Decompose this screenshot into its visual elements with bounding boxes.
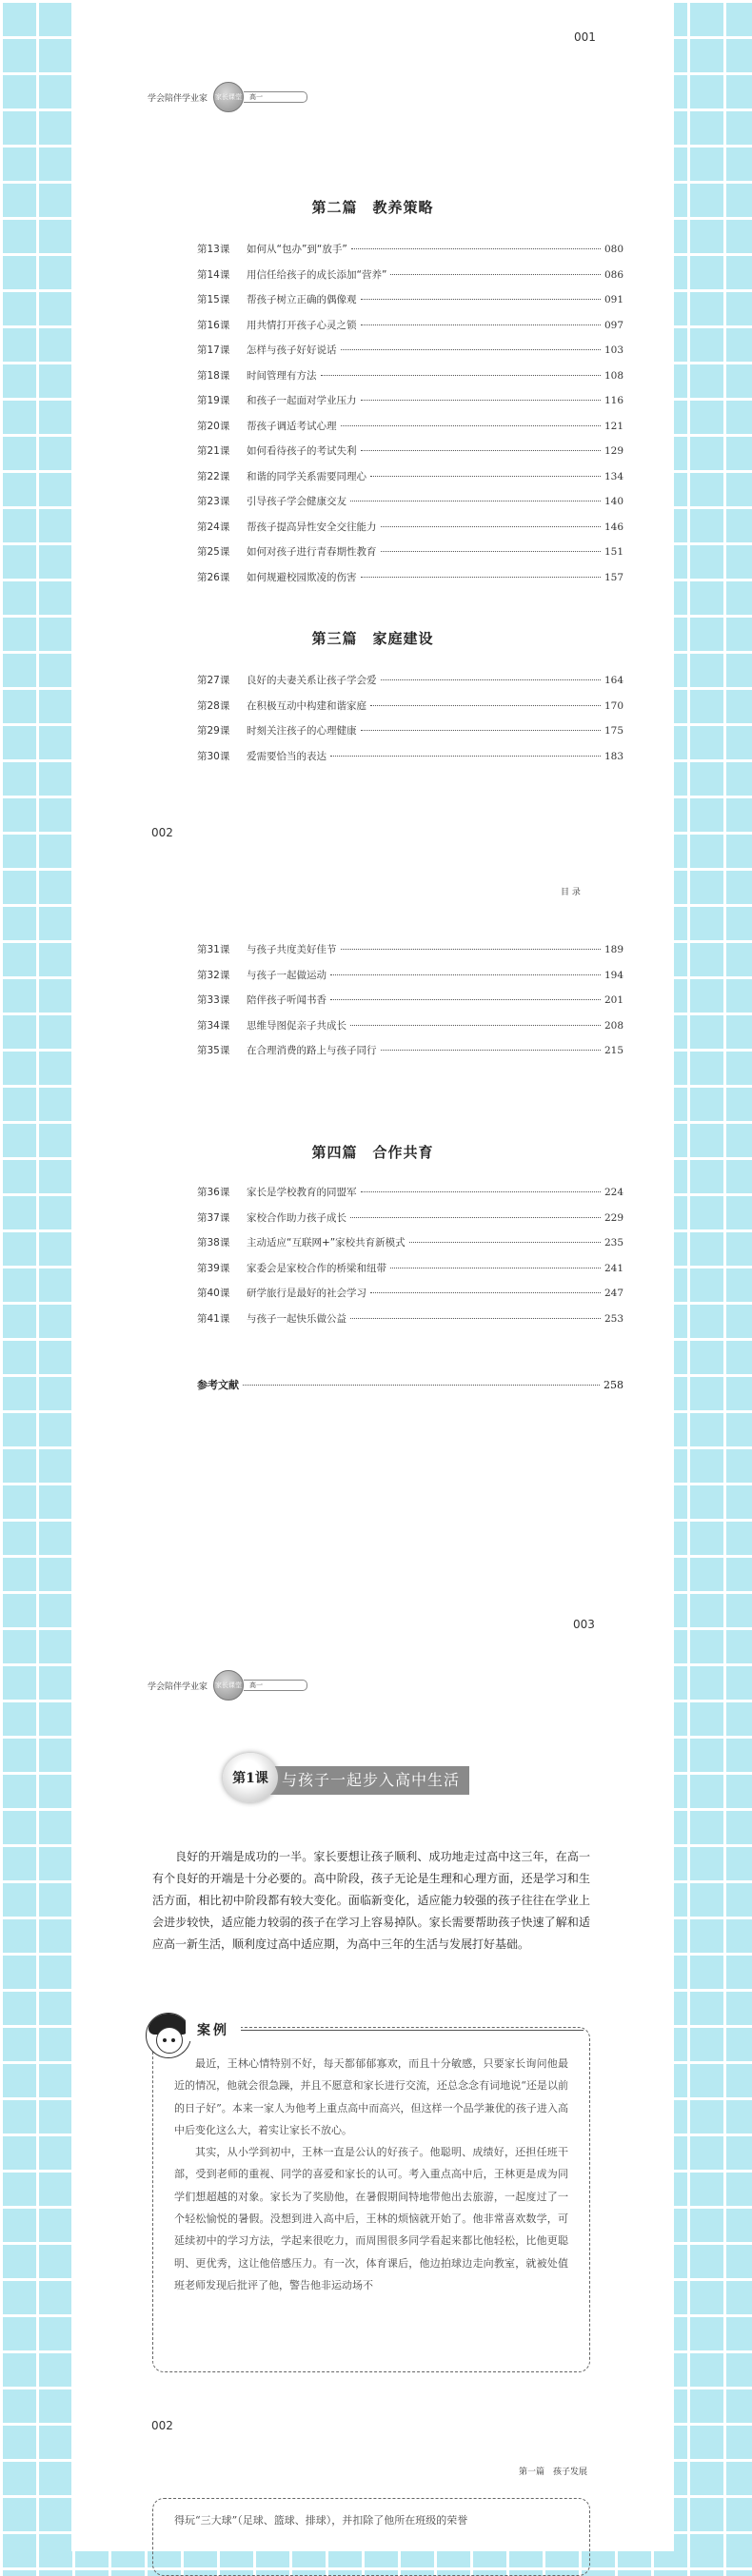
toc-entry[interactable] <box>197 1261 623 1287</box>
toc-leader-dots <box>409 1242 601 1243</box>
header-series-title: 学会陪伴学业家 <box>148 1681 208 1692</box>
toc-entry[interactable] <box>197 443 623 469</box>
toc-lesson-number: 第27课 <box>197 675 230 686</box>
toc-lesson-number: 第24课 <box>197 521 230 533</box>
toc-leader-dots <box>390 274 601 275</box>
page-number: 002 <box>151 2419 173 2432</box>
toc-lesson-number: 第21课 <box>197 445 230 457</box>
toc-entry[interactable] <box>197 520 623 545</box>
toc-lesson-number: 第18课 <box>197 369 230 382</box>
toc-entry[interactable] <box>197 393 623 419</box>
toc-entry[interactable] <box>197 494 623 520</box>
toc-entry[interactable] <box>197 242 623 267</box>
toc-entry[interactable] <box>197 318 623 344</box>
toc-page-number: 253 <box>604 1312 623 1325</box>
case-paragraph: 其实，从小学到初中，王林一直是公认的好孩子。他聪明、成绩好，还担任班干部，受到老师的重视、同学的喜爱和家长的认可。考入重点高中后，王林更是成为同学们想超越的对象。家长为了奖励他，在暑假期间特地带他出去旅游，一起度过了一个轻松愉悦的暑假。没想到进入高中后，王林的烦恼就开始了。他非常喜欢数学，可延续初中的学习方法，学起来很吃力，而周围很多同学看起来都比他轻松，比他更聪明、更优秀，这让他倍感压力。有一次，体育课后，他边拍球边走向教室，就被处值班老师发现后批评了他，警告他非运动场不 <box>174 2146 568 2291</box>
toc-lesson-title: 如何从“包办”到“放手” <box>247 244 347 255</box>
book-pages <box>71 0 674 2551</box>
lesson-title: 与孩子一起步入高中生活 <box>270 1766 469 1795</box>
toc-lesson-number: 第37课 <box>197 1211 230 1224</box>
toc-lesson-title: 引导孩子学会健康交友 <box>247 496 346 507</box>
toc-leader-dots <box>351 248 601 249</box>
toc-lesson-title: 和谐的同学关系需要同理心 <box>247 470 366 482</box>
page-number: 001 <box>574 30 596 44</box>
toc-page-number: 208 <box>604 1019 623 1032</box>
toc-lesson-title: 时间管理有方法 <box>247 369 317 382</box>
case-text <box>174 2053 568 2296</box>
header-grade: 高一 <box>244 91 307 103</box>
toc-leader-dots <box>330 974 601 975</box>
toc-lesson-title: 怎样与孩子好好说话 <box>247 344 337 356</box>
toc-lesson-number: 第38课 <box>197 1237 230 1249</box>
lesson-banner <box>156 1749 518 1806</box>
header-grade: 高一 <box>244 1680 307 1691</box>
toc-page-number: 121 <box>604 420 623 432</box>
toc-page-number: 086 <box>604 268 623 281</box>
case-paragraph: 最近，王林心情特别不好，每天都郁郁寡欢，而且十分敏感，只要家长询问他最近的情况，他就会很急躁，并且不愿意和家长进行交流，还总念念有词地说“还是以前的日子好”。本来一家人为他考上重点高中而高兴，但这样一个品学兼优的孩子进入高中后变化这么大，着实让家长不放心。 <box>174 2057 568 2136</box>
page-number: 003 <box>573 1618 595 1631</box>
toc-lesson-number: 第33课 <box>197 994 230 1006</box>
header-badge-icon: 家长课堂 <box>213 1670 244 1701</box>
toc-entry[interactable] <box>197 1210 623 1236</box>
toc-page-number: 189 <box>604 944 623 955</box>
toc-lesson-title: 家委会是家校合作的桥梁和纽带 <box>247 1262 386 1274</box>
toc-lesson-title: 主动适应“互联网+”家校共育新模式 <box>247 1237 406 1249</box>
toc-entry[interactable] <box>197 368 623 394</box>
case-divider <box>241 2030 584 2031</box>
page-header <box>148 84 307 110</box>
toc-list <box>197 1185 623 1336</box>
toc-lesson-title: 用共情打开孩子心灵之锁 <box>247 319 357 331</box>
toc-page-number: 170 <box>604 699 623 712</box>
toc-lesson-number: 第36课 <box>197 1187 230 1198</box>
toc-lesson-title: 在合理消费的路上与孩子同行 <box>247 1045 377 1056</box>
toc-lesson-number: 第20课 <box>197 420 230 432</box>
toc-lesson-title: 与孩子共度美好佳节 <box>247 944 337 955</box>
toc-leader-dots <box>370 1292 601 1293</box>
toc-page-number: 201 <box>604 994 623 1006</box>
toc-lesson-number: 第34课 <box>197 1019 230 1032</box>
toc-entry[interactable] <box>197 1311 623 1337</box>
toc-page-number: 157 <box>604 571 623 583</box>
toc-entry[interactable] <box>197 267 623 293</box>
toc-leader-dots <box>361 400 601 401</box>
toc-lesson-number: 第22课 <box>197 470 230 482</box>
toc-page-number: 108 <box>604 369 623 382</box>
toc-list <box>197 942 623 1069</box>
toc-lesson-title: 时刻关注孩子的心理健康 <box>247 725 357 737</box>
case-text-continued: 得玩“三大球”（足球、篮球、排球），并扣除了他所在班级的荣誉 <box>174 2514 468 2527</box>
toc-page-number: 247 <box>604 1288 623 1299</box>
toc-page-number: 080 <box>604 244 623 255</box>
toc-lesson-number: 第40课 <box>197 1288 230 1299</box>
toc-entry[interactable] <box>197 1235 623 1261</box>
references-label: 参考文献 <box>197 1379 239 1391</box>
toc-page-number: 097 <box>604 319 623 331</box>
toc-lesson-title: 帮孩子提高异性安全交往能力 <box>247 521 377 533</box>
toc-entry[interactable] <box>197 942 623 968</box>
toc-entry[interactable] <box>197 723 623 749</box>
page-header <box>148 1672 307 1699</box>
toc-lesson-title: 与孩子一起做运动 <box>247 969 327 981</box>
toc-leader-dots <box>350 1217 601 1218</box>
toc-entry[interactable] <box>197 469 623 495</box>
toc-lesson-title: 和孩子一起面对学业压力 <box>247 395 357 406</box>
toc-entry[interactable] <box>197 698 623 724</box>
toc-lesson-title: 思维导图促亲子共成长 <box>247 1019 346 1032</box>
toc-leader-dots <box>341 949 601 950</box>
toc-entry[interactable] <box>197 292 623 318</box>
toc-references[interactable] <box>197 1377 623 1392</box>
toc-page-number: 103 <box>604 344 623 356</box>
section-title: 第四篇 合作共育 <box>311 1144 434 1161</box>
toc-entry[interactable] <box>197 343 623 368</box>
toc-lesson-number: 第30课 <box>197 750 230 762</box>
toc-entry[interactable] <box>197 544 623 570</box>
toc-leader-dots <box>381 679 601 680</box>
toc-lesson-title: 如何对孩子进行青春期性教育 <box>247 546 377 558</box>
toc-leader-dots <box>350 1318 601 1319</box>
toc-page-number: 146 <box>604 521 623 533</box>
toc-leader-dots <box>370 705 601 706</box>
toc-lesson-title: 在积极互动中构建和谐家庭 <box>247 699 366 712</box>
toc-entry[interactable] <box>197 968 623 993</box>
toc-leader-dots <box>330 756 601 757</box>
toc-lesson-title: 帮孩子树立正确的偶像观 <box>247 294 357 305</box>
toc-lesson-title: 陪伴孩子听闻书香 <box>247 994 327 1006</box>
toc-entry[interactable] <box>197 570 623 596</box>
toc-list <box>197 242 623 595</box>
toc-page-number: 224 <box>604 1187 623 1198</box>
lesson-intro: 良好的开端是成功的一半。家长要想让孩子顺利、成功地走过高中这三年，在高一有个良好的开端是十分必要的。高中阶段，孩子无论是生理和心理方面，还是学习和生活方面，相比初中阶段都有较大变化。面临新变化，适应能力较强的孩子往往在学业上会进步较快，适应能力较弱的孩子在学习上容易掉队。家长需要帮助孩子快速了解和适应高一新生活，顺利度过高中适应期，为高中三年的生活与发展打好基础。 <box>152 1850 590 1951</box>
girl-avatar-icon <box>146 2013 191 2058</box>
toc-lesson-title: 用信任给孩子的成长添加“营养” <box>247 268 387 281</box>
page-number: 002 <box>151 826 173 839</box>
toc-lesson-title: 如何看待孩子的考试失利 <box>247 445 357 457</box>
references-page: 258 <box>604 1379 623 1391</box>
toc-lesson-number: 第35课 <box>197 1045 230 1056</box>
case-box <box>152 2023 590 2372</box>
toc-leader-dots <box>381 526 601 527</box>
toc-leader-dots <box>381 1050 601 1051</box>
toc-leader-dots <box>381 551 601 552</box>
toc-lesson-number: 第32课 <box>197 969 230 981</box>
toc-lesson-number: 第23课 <box>197 496 230 507</box>
toc-page-number: 116 <box>604 395 623 406</box>
toc-lesson-title: 爱需要恰当的表达 <box>247 750 327 762</box>
toc-leader-dots <box>361 324 601 325</box>
toc-leader-dots <box>321 375 601 376</box>
toc-leader-dots <box>361 730 601 731</box>
toc-lesson-number: 第29课 <box>197 725 230 737</box>
section-title: 第三篇 家庭建设 <box>311 630 434 647</box>
toc-leader-dots <box>361 299 601 300</box>
toc-page-number: 175 <box>604 725 623 737</box>
running-head: 第一篇 孩子发展 <box>519 2468 588 2477</box>
toc-page-number: 164 <box>604 675 623 686</box>
toc-lesson-number: 第15课 <box>197 294 230 305</box>
toc-entry[interactable] <box>197 749 623 775</box>
header-series-title: 学会陪伴学业家 <box>148 93 208 104</box>
toc-page-number: 194 <box>604 969 623 981</box>
toc-page-number: 183 <box>604 750 623 762</box>
toc-page-number: 241 <box>604 1262 623 1274</box>
toc-entry[interactable] <box>197 1185 623 1210</box>
toc-lesson-number: 第17课 <box>197 344 230 356</box>
toc-entry[interactable] <box>197 419 623 444</box>
toc-list <box>197 673 623 774</box>
toc-page-number: 140 <box>604 496 623 507</box>
toc-lesson-number: 第14课 <box>197 268 230 281</box>
toc-entry[interactable] <box>197 1286 623 1311</box>
toc-entry[interactable] <box>197 673 623 698</box>
toc-entry[interactable] <box>197 1043 623 1069</box>
toc-leader-dots <box>361 577 601 578</box>
toc-leader-dots <box>361 450 601 451</box>
toc-lesson-title: 帮孩子调适考试心理 <box>247 420 337 432</box>
toc-lesson-title: 家校合作助力孩子成长 <box>247 1211 346 1224</box>
toc-page-number: 235 <box>604 1237 623 1249</box>
toc-lesson-number: 第26课 <box>197 571 230 583</box>
toc-entry[interactable] <box>197 1018 623 1044</box>
running-head: 目 录 <box>561 888 581 897</box>
toc-page-number: 091 <box>604 294 623 305</box>
toc-leader-dots <box>341 349 601 350</box>
section-title: 第二篇 教养策略 <box>311 199 434 216</box>
toc-lesson-number: 第31课 <box>197 944 230 955</box>
case-label: 案例 <box>186 2020 241 2041</box>
toc-lesson-title: 研学旅行是最好的社会学习 <box>247 1288 366 1299</box>
toc-lesson-number: 第41课 <box>197 1312 230 1325</box>
toc-leader-dots <box>361 1191 601 1192</box>
toc-lesson-number: 第16课 <box>197 319 230 331</box>
toc-leader-dots <box>370 476 601 477</box>
toc-leader-dots <box>350 1025 601 1026</box>
toc-lesson-number: 第39课 <box>197 1262 230 1274</box>
toc-page-number: 229 <box>604 1211 623 1224</box>
toc-page-number: 215 <box>604 1045 623 1056</box>
toc-leader-dots <box>330 999 601 1000</box>
header-badge-icon: 家长课堂 <box>213 82 244 112</box>
toc-lesson-title: 与孩子一起快乐做公益 <box>247 1312 346 1325</box>
toc-lesson-title: 良好的夫妻关系让孩子学会爱 <box>247 675 377 686</box>
toc-entry[interactable] <box>197 993 623 1018</box>
toc-lesson-number: 第28课 <box>197 699 230 712</box>
toc-lesson-number: 第19课 <box>197 395 230 406</box>
toc-page-number: 134 <box>604 470 623 482</box>
toc-lesson-number: 第25课 <box>197 546 230 558</box>
lesson-number-badge: 第1课 <box>223 1753 278 1802</box>
case-box-continued <box>152 2498 590 2576</box>
toc-page-number: 151 <box>604 546 623 558</box>
toc-leader-dots <box>341 425 601 426</box>
toc-lesson-title: 家长是学校教育的同盟军 <box>247 1187 357 1198</box>
toc-lesson-number: 第13课 <box>197 244 230 255</box>
toc-lesson-title: 如何规避校园欺凌的伤害 <box>247 571 357 583</box>
toc-page-number: 129 <box>604 445 623 457</box>
